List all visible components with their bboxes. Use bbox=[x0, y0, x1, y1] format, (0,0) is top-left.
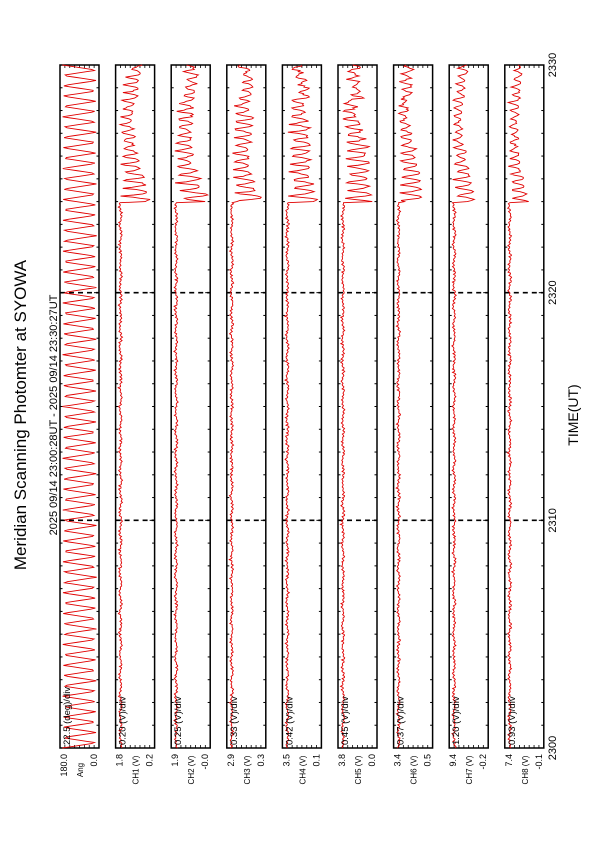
ymax-label-ch3: 2.9 bbox=[225, 754, 236, 767]
time-tick-label: 2320 bbox=[546, 280, 559, 305]
time-tick-label: 2310 bbox=[546, 508, 559, 533]
ymax-label-ch2: 1.9 bbox=[170, 754, 181, 767]
ymin-label-ch5: 0.0 bbox=[367, 754, 377, 767]
time-tick-label: 2330 bbox=[546, 52, 559, 78]
scale-label-angle: 22.5 (deg)/div bbox=[62, 686, 73, 745]
ylabel-text-ch7: CH7 (V) bbox=[465, 755, 475, 785]
ylabel-text-ch8: CH8 (V) bbox=[520, 755, 530, 785]
panel-ch7 bbox=[448, 65, 488, 784]
panel-frame bbox=[116, 65, 155, 748]
ymax-label-ch7: 9.4 bbox=[448, 754, 459, 767]
ymax-label-ch1: 1.8 bbox=[114, 754, 125, 767]
series-line-ch6 bbox=[396, 65, 421, 748]
panel-ch4 bbox=[281, 65, 321, 784]
series-line-ch7 bbox=[452, 65, 474, 748]
scale-label-ch5: 0.45 (V)/div bbox=[340, 696, 351, 745]
ymax-label-ch6: 3.4 bbox=[392, 754, 403, 767]
ylabel-text-ch4: CH4 (V) bbox=[298, 755, 308, 785]
scale-label-ch3: 0.33 (V)/div bbox=[228, 696, 240, 745]
series-line-angle bbox=[62, 65, 96, 748]
ymax-label-ch5: 3.8 bbox=[337, 754, 347, 767]
series-line-ch8 bbox=[507, 65, 528, 748]
scale-label-ch8: 0.93 (V)/div bbox=[506, 696, 518, 745]
ymin-label-ch2: -0.0 bbox=[200, 754, 211, 770]
figure-title: Meridian Scanning Photomter at SYOWA bbox=[11, 259, 30, 571]
panel-ch5 bbox=[337, 65, 377, 784]
ymin-label-ch7: -0.2 bbox=[478, 754, 489, 770]
panel-ch2 bbox=[170, 65, 210, 784]
scale-label-ch1: 0.20 (V)/div bbox=[117, 696, 129, 745]
time-tick-label: 2300 bbox=[546, 735, 559, 761]
scale-label-ch7: 1.20 (V)/div bbox=[451, 696, 463, 745]
series-line-ch3 bbox=[229, 65, 261, 748]
ymin-label-ch4: 0.1 bbox=[311, 754, 322, 767]
panel-ch8 bbox=[504, 65, 544, 784]
series-line-ch4 bbox=[285, 65, 317, 748]
ylabel-text-ch6: CH6 (V) bbox=[409, 755, 419, 785]
ylabel-text-angle: Ang bbox=[76, 762, 85, 778]
ylabel-text-ch3: CH3 (V) bbox=[242, 755, 252, 785]
series-line-ch2 bbox=[174, 65, 208, 748]
ylabel-text-ch1: CH1 (V) bbox=[131, 755, 141, 785]
ymax-label-angle: 180.0 bbox=[59, 754, 69, 777]
ylabel-text-ch5: CH5 (V) bbox=[354, 755, 363, 785]
ymax-label-ch8: 7.4 bbox=[503, 754, 514, 767]
ymin-label-ch8: -0.1 bbox=[533, 754, 544, 770]
scale-label-ch4: 0.42 (V)/div bbox=[284, 696, 296, 745]
series-line-ch1 bbox=[118, 65, 150, 748]
panel-ch6 bbox=[393, 65, 433, 784]
panel-frame bbox=[60, 65, 99, 748]
time-range-label: 2025 09/14 23:00:28UT - 2025 09/14 23:30:27UT bbox=[48, 294, 60, 536]
panel-angle bbox=[59, 65, 99, 777]
ylabel-text-ch2: CH2 (V) bbox=[187, 755, 197, 785]
panel-ch1 bbox=[115, 65, 155, 784]
panel-ch3 bbox=[226, 65, 266, 784]
ymin-label-ch6: 0.5 bbox=[422, 754, 433, 767]
ymin-label-ch3: 0.3 bbox=[255, 754, 266, 767]
ymin-label-angle: 0.0 bbox=[89, 754, 99, 767]
ymin-label-ch1: 0.2 bbox=[144, 754, 155, 767]
scale-label-ch2: 0.25 (V)/div bbox=[173, 696, 185, 745]
panels-group bbox=[59, 53, 559, 785]
x-axis-label: TIME(UT) bbox=[565, 384, 581, 446]
scale-label-ch6: 0.37 (V)/div bbox=[395, 696, 407, 745]
series-line-ch5 bbox=[340, 65, 372, 748]
panel-frame bbox=[338, 65, 377, 748]
ymax-label-ch4: 3.5 bbox=[281, 754, 292, 767]
